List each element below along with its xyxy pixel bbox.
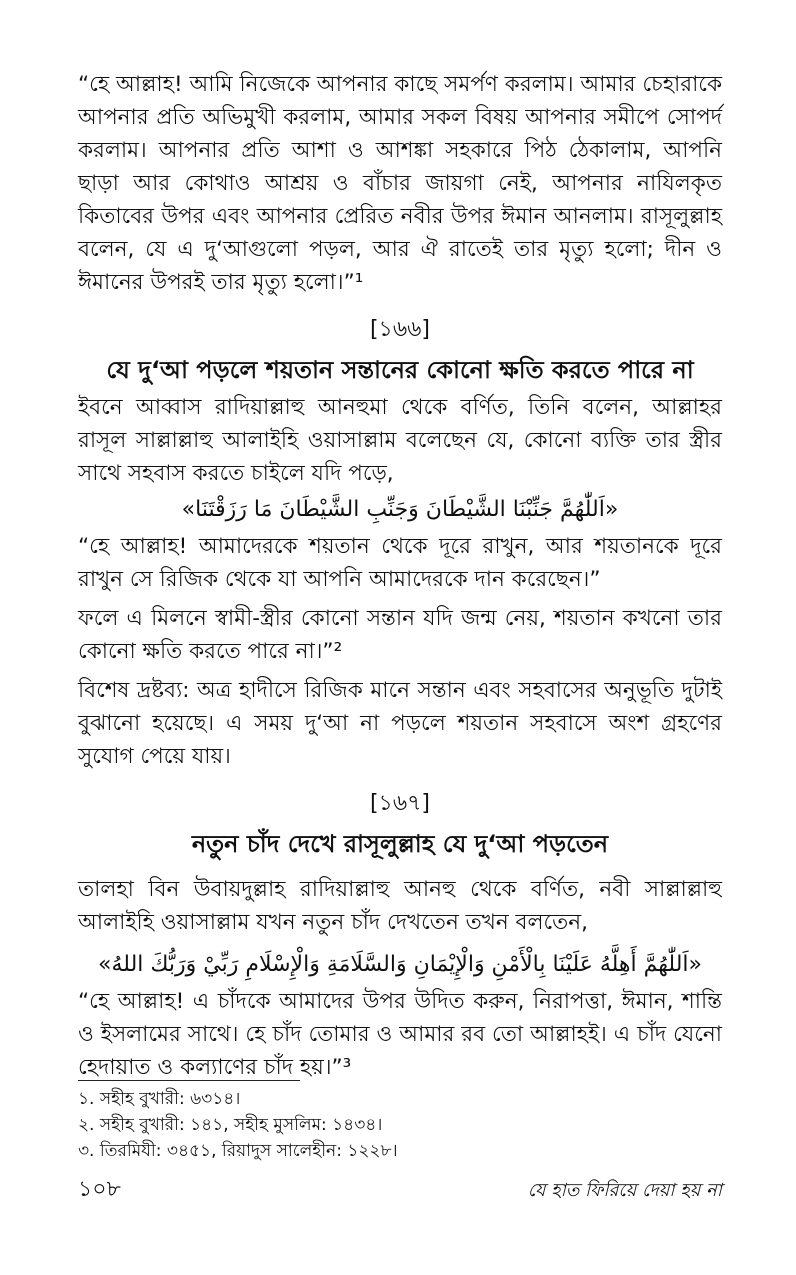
special-note-166: বিশেষ দ্রষ্টব্য: অত্র হাদীসে রিজিক মানে সন্তান এবং সহবাসের অনুভূতি দুটাই বুঝানো হয়েছে। এ সময় দু‘আ না পড়লে শয়তান সহবাসে অংশ গ্রহণের সুযোগ পেয়ে যায়।: [78, 678, 722, 769]
page-footer: [78, 1172, 722, 1209]
page-number: ১০৮: [78, 1177, 121, 1202]
narration-intro-167: তালহা বিন উবায়দুল্লাহ রাদিয়াল্লাহু আনহু থেকে বর্ণিত, নবী সাল্লাল্লাহু আলাইহি ওয়াসাল্লাম যখন নতুন চাঁদ দেখতেন তখন বলতেন,: [78, 877, 722, 935]
running-book-title: যে হাত ফিরিয়ে দেয়া হয় না: [527, 1180, 722, 1201]
footnotes: [78, 1086, 722, 1164]
narration-intro-166: ইবনে আব্বাস রাদিয়াল্লাহু আনহুমা থেকে বর্ণিত, তিনি বলেন, আল্লাহর রাসূল সাল্লাল্লাহু আলাইহি ওয়াসাল্লাম বলেছেন যে, কোনো ব্যক্তি তার স্ত্রীর সাথে সহবাস করতে চাইলে যদি পড়ে,: [78, 395, 722, 486]
footnote-item: ২. সহীহ বুখারী: ১৪১, সহীহ মুসলিম: ১৪৩৪।: [78, 1115, 383, 1135]
footnote-item: ১. সহীহ বুখারী: ৬৩১৪।: [78, 1089, 241, 1109]
arabic-dua-167: «اَللّٰهُمَّ أَهِلَّهُ عَلَيْنَا بِالْأَمْنِ وَالْإِيْمَانِ وَالسَّلَامَةِ وَالْإِسْلَامِ رَبِّيْ وَرَبُّكَ اللهُ»: [98, 952, 702, 977]
hadith-number-166: [১৬৬]: [369, 317, 431, 342]
section-heading-167: নতুন চাঁদ দেখে রাসূলুল্লাহ যে দু‘আ পড়তেন: [191, 830, 609, 858]
page-body: [78, 68, 722, 1084]
hadith-number-167: [১৬৭]: [369, 791, 431, 816]
section-heading-166: যে দু‘আ পড়লে শয়তান সন্তানের কোনো ক্ষতি করতে পারে না: [106, 356, 694, 384]
dua-result-166: ফলে এ মিলনে স্বামী-স্ত্রীর কোনো সন্তান যদি জন্ম নেয়, শয়তান কখনো তার কোনো ক্ষতি করতে পারে না।”²: [78, 606, 722, 664]
dua-translation-166: “হে আল্লাহ! আমাদেরকে শয়তান থেকে দূরে রাখুন, আর শয়তানকে দূরে রাখুন সে রিজিক থেকে যা আপনি আমাদেরকে দান করেছেন।”: [78, 534, 722, 592]
dua-translation-167: “হে আল্লাহ! এ চাঁদকে আমাদের উপর উদিত করুন, নিরাপত্তা, ঈমান, শান্তি ও ইসলামের সাথে। হে চাঁদ তোমার ও আমার রব তো আল্লাহই। এ চাঁদ যেনো হেদায়াত ও কল্যাণের চাঁদ হয়।”³: [78, 989, 722, 1080]
footnote-item: ৩. তিরমিযী: ৩৪৫১, রিয়াদুস সালেহীন: ১২২৮।: [78, 1141, 398, 1161]
footnote-divider: [78, 1080, 300, 1081]
arabic-dua-166: «اَللّٰهُمَّ جَنِّبْنَا الشَّيْطَانَ وَجَنِّبِ الشَّيْطَانَ مَا رَزَقْتَنَا»: [181, 497, 619, 522]
prayer-translation-paragraph: “হে আল্লাহ! আমি নিজেকে আপনার কাছে সমর্পণ করলাম। আমার চেহারাকে আপনার প্রতি অভিমুখী করলাম, আমার সকল বিষয় আপনার সমীপে সোপর্দ করলাম। আপনার প্রতি আশা ও আশঙ্কা সহকারে পিঠ ঠেকালাম, আপনি ছাড়া আর কোথাও আশ্রয় ও বাঁচার জায়গা নেই, আপনার নাযিলকৃত কিতাবের উপর এবং আপনার প্রেরিত নবীর উপর ঈমান আনলাম। রাসূলুল্লাহ বলেন, যে এ দু‘আগুলো পড়ল, আর ঐ রাতেই তার মৃত্যু হলো; দীন ও ঈমানের উপরই তার মৃত্যু হলো।”¹: [78, 72, 722, 295]
